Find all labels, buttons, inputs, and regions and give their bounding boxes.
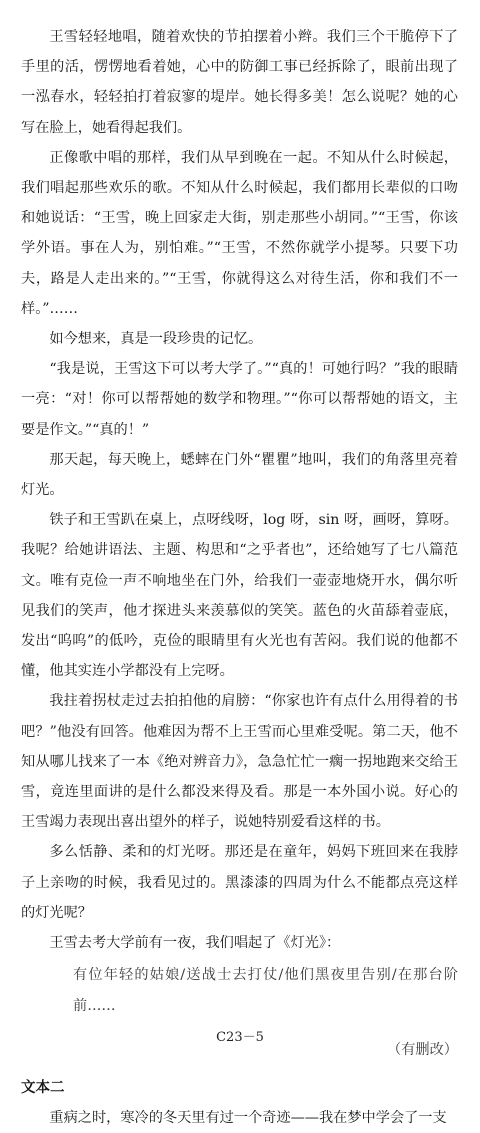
paragraph: 那天起，每天晚上，蟋蟀在门外“瞿瞿”地叫，我们的角落里亮着灯光。 <box>21 451 458 499</box>
page-footer: C23－5 <box>216 1030 264 1045</box>
song-quote: 有位年轻的姑娘/送战士去打仗/他们黑夜里告别/在那台阶前…… <box>73 967 458 1014</box>
paragraph: 如今想来，真是一段珍贵的记忆。 <box>49 331 263 348</box>
paragraph: 我拄着拐杖走过去拍拍他的肩膀：“你家也许有点什么用得着的书吧？”他没有回答。他难因为帮不上王雪而心里难受呢。第二天，他不知从哪儿找来了一本《绝对辨音力》，急急忙忙一瘸一拐地跑来交给王雪，竟连里面讲的是什么都没来得及看。那是一本外国小说。好心的王雪竭力表现出喜出望外的样子，说她特别爱看这样的书。 <box>21 693 458 831</box>
paragraph: 铁子和王雪趴在桌上，点呀线呀，log 呀，sin 呀，画呀，算呀。我呢？给她讲语法、主题、构思和“之乎者也”，还给她写了七八篇范文。唯有克俭一声不响地坐在门外，给我们一壶壶地烧开水，偶尔听见我们的笑声，他才探进头来羡慕似的笑笑。蓝色的火苗舔着壶底，发出“呜呜”的低吟，克俭的眼睛里有火光也有苦闷。我们说的他都不懂，他其实连小学都没有上完呀。 <box>21 512 458 680</box>
edit-credit: （有删改） <box>387 1041 458 1058</box>
paragraph: 正像歌中唱的那样，我们从早到晚在一起。不知从什么时候起，我们唱起那些欢乐的歌。不知从什么时候起，我们都用长辈似的口吻和她说话：“王雪，晚上回家走大街，别走那些小胡同。”“王雪，你该学外语。事在人为，别怕难。”“王雪，不然你就学小提琴。只要下功夫，路是人走出来的。”“王雪，你就得这么对待生活，你和我们不一样。”…… <box>21 149 458 317</box>
paragraph: 多么恬静、柔和的灯光呀。那还是在童年，妈妈下班回来在我脖子上亲吻的时候，我看见过的。黑漆漆的四周为什么不能都点亮这样的灯光呢？ <box>21 844 458 921</box>
section-title: 文本二 <box>21 1079 65 1096</box>
paragraph: 王雪轻轻地唱，随着欢快的节拍摆着小辫。我们三个干脆停下了手里的活，愣愣地看着她，心中的防御工事已经拆除了，眼前出现了一泓春水，轻轻拍打着寂寥的堤岸。她长得多美！怎么说呢？她的心写在脸上，她看得起我们。 <box>21 29 458 136</box>
paragraph: 王雪去考大学前有一夜，我们唱起了《灯光》： <box>49 935 341 952</box>
section-opening-paragraph: 重病之时，寒冷的冬天里有过一个奇迹——我在梦中学会了一支 <box>49 1110 447 1127</box>
paragraph: “我是说，王雪这下可以考大学了。”“真的！可她行吗？”我的眼睛一亮：“对！你可以帮帮她的数学和物理。”“你可以帮帮她的语文，主要是作文。”“真的！” <box>21 361 458 438</box>
